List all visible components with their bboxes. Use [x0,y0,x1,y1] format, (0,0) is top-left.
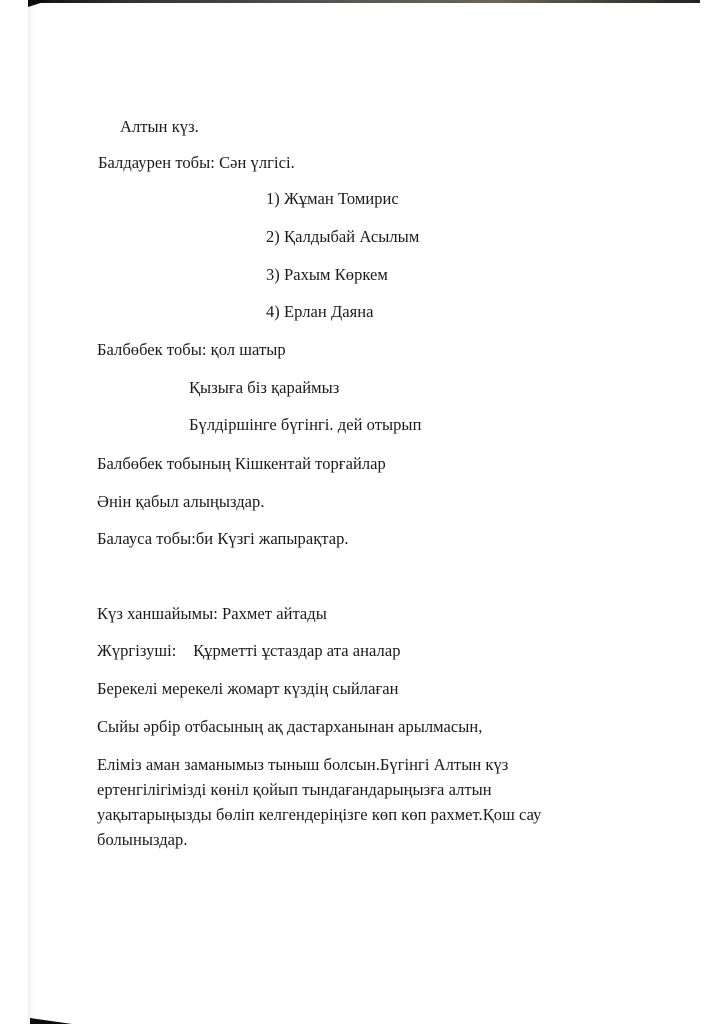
text-line: Балауса тобы:би Күзгі жапырақтар. [97,529,349,548]
text-line: Күз ханшайымы: Рахмет айтады [97,604,327,623]
text-line: Қызыға біз қараймыз [189,378,340,397]
photo-top-border [30,0,700,3]
text-line: уақытарыңызды бөліп келгендеріңізге көп көп рахмет.Қош сау [97,805,542,824]
text-line: Сыйы әрбір отбасының ақ дастарханынан арылмасын, [97,717,483,736]
text-line: Еліміз аман заманымыз тыныш болсын.Бүгінгі Алтын күз [97,755,509,774]
text-line: Балбөбек тобы: қол шатыр [97,340,286,359]
text-line: Балдаурен тобы: Сән үлгісі. [98,153,295,172]
list-item: 1) Жұман Томирис [266,189,399,208]
list-item: 4) Ерлан Даяна [266,302,374,321]
text-line: болыныздар. [97,830,188,849]
text-line: Жүргізуші: Құрметті ұстаздар ата аналар [97,641,401,660]
text-line: Балбөбек тобының Кішкентай торғайлар [97,454,386,473]
text-line: Берекелі мерекелі жомарт күздің сыйлаған [97,679,399,698]
list-item: 3) Рахым Көркем [266,265,388,284]
page-edge-shadow [28,0,34,1024]
text-line: Әнін қабыл алыңыздар. [97,492,265,511]
photo-bottom-corner [30,1018,72,1024]
list-item: 2) Қалдыбай Асылым [266,227,420,246]
document-title: Алтын күз. [120,117,199,136]
text-line: Бүлдіршінге бүгінгі. дей отырып [189,415,422,434]
text-line: ертенгілігімізді көніл қойып тындағандарыңызға алтын [97,780,492,799]
